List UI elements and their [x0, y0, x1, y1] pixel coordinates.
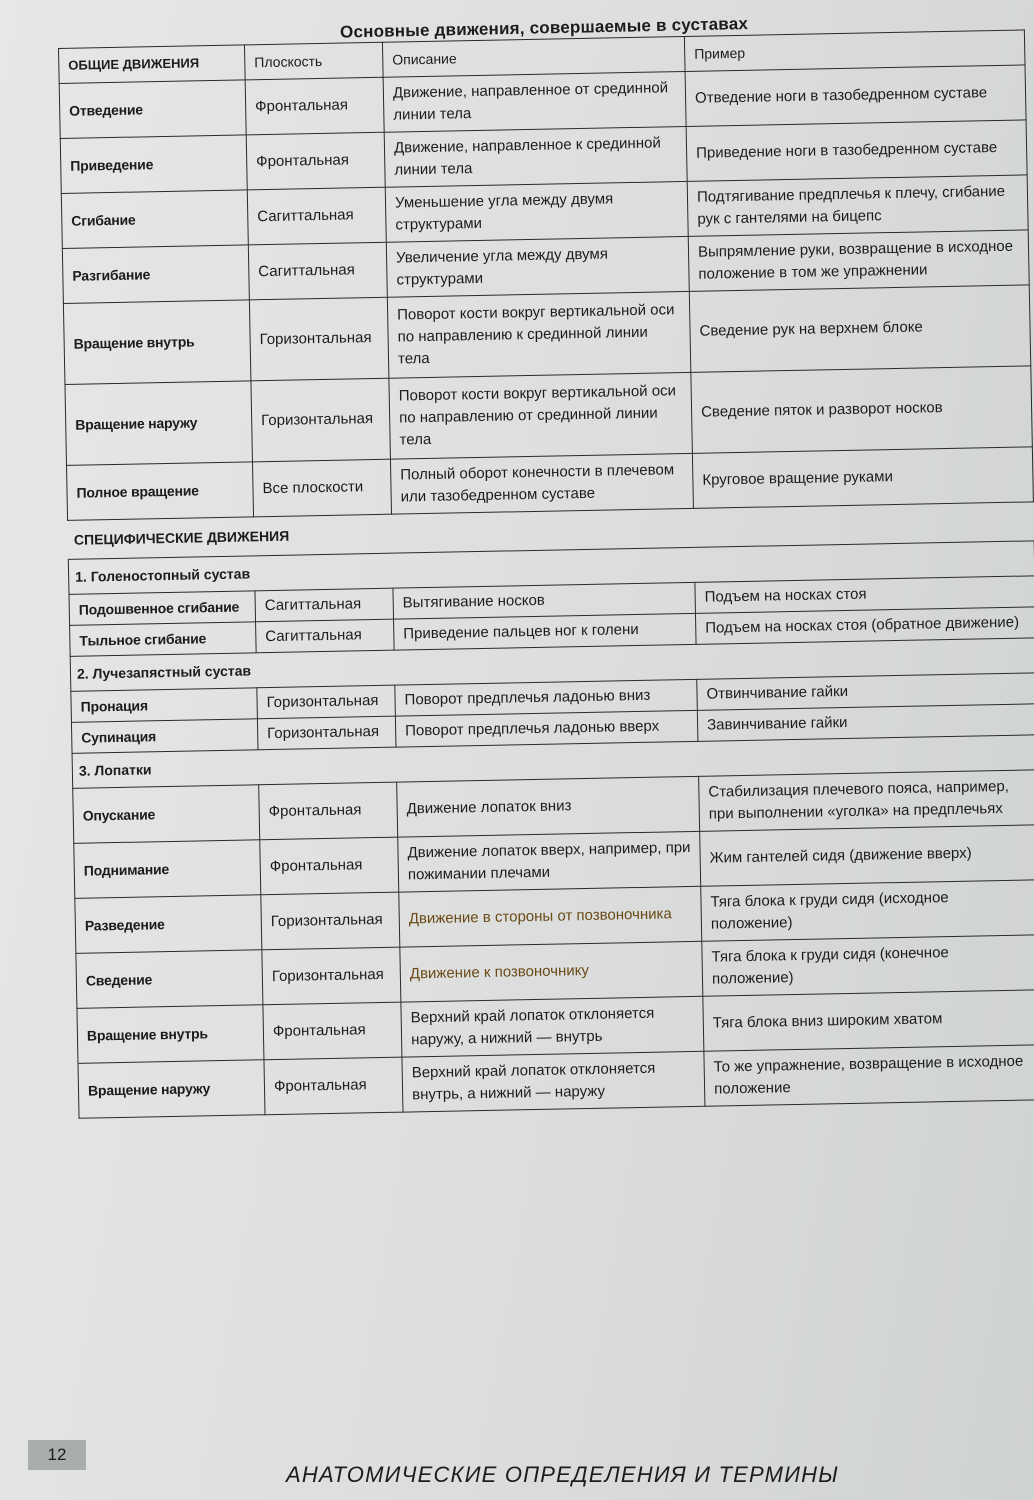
movement-description: Поворот кости вокруг вертикальной оси по направлению к срединной линии тела	[387, 291, 690, 378]
movement-description: Уменьшение угла между двумя структурами	[385, 181, 688, 242]
movement-example: Жим гантелей сидя (движение вверх)	[700, 825, 1034, 887]
running-footer: АНАТОМИЧЕСКИЕ ОПРЕДЕЛЕНИЯ И ТЕРМИНЫ	[286, 1462, 839, 1487]
movement-plane: Сагиттальная	[247, 187, 386, 245]
movement-name: Полное вращение	[67, 462, 254, 521]
movement-plane: Горизонтальная	[257, 716, 396, 750]
table-title: Основные движения, совершаемые в суставах	[339, 14, 749, 42]
movement-description: Вытягивание носков	[393, 582, 696, 619]
movement-plane: Сагиттальная	[248, 242, 387, 300]
movement-plane: Сагиттальная	[255, 588, 394, 622]
movement-plane: Фронтальная	[260, 837, 399, 895]
header-example: Пример	[684, 30, 1025, 72]
movement-plane: Горизонтальная	[257, 685, 396, 719]
movement-example: Приведение ноги в тазобедренном суставе	[686, 120, 1027, 182]
movement-name: Опускание	[73, 785, 260, 844]
movement-example: Тяга блока вниз широким хватом	[703, 990, 1034, 1052]
movement-example: Подъем на носках стоя (обратное движение)	[695, 607, 1034, 645]
movement-example: Тяга блока к груди сидя (исходное положение)	[701, 880, 1034, 942]
movement-name: Подошвенное сгибание	[69, 591, 256, 626]
movement-name: Приведение	[60, 135, 247, 194]
movement-example: Отвинчивание гайки	[697, 673, 1034, 711]
group-title: 1. Голеностопный сустав	[68, 541, 1034, 595]
movement-plane: Горизонтальная	[251, 378, 391, 462]
movement-example: Отведение ноги в тазобедренном суставе	[685, 65, 1026, 127]
movement-name: Вращение наружу	[65, 381, 253, 466]
header-plane: Плоскость	[244, 42, 383, 80]
movement-description: Увеличение угла между двумя структурами	[386, 236, 689, 297]
movement-example: Стабилизация плечевого пояса, например, при выполнении «уголка» на предплечьях	[699, 770, 1034, 832]
group-title: 2. Лучезапястный сустав	[70, 638, 1034, 692]
movement-name: Сгибание	[61, 190, 248, 249]
movement-plane: Фронтальная	[259, 782, 398, 840]
movement-plane: Горизонтальная	[249, 297, 389, 381]
page-number: 12	[28, 1440, 86, 1470]
movement-example: Сведение рук на верхнем блоке	[689, 285, 1030, 373]
header-description: Описание	[382, 36, 685, 77]
movement-name: Вращение внутрь	[77, 1005, 264, 1064]
movement-description: Приведение пальцев ног к голени	[394, 613, 697, 650]
movement-description: Движение в стороны от позвоночника	[399, 886, 702, 947]
movement-name: Поднимание	[74, 840, 261, 899]
movement-plane: Горизонтальная	[262, 947, 401, 1005]
movement-name: Вращение наружу	[78, 1060, 265, 1119]
movement-name: Вращение внутрь	[63, 300, 251, 385]
movement-description: Верхний край лопаток отклоняется внутрь, а нижний — наружу	[402, 1051, 705, 1112]
movement-description: Поворот кости вокруг вертикальной оси по направлению от срединной линии тела	[389, 372, 692, 459]
movement-description: Движение лопаток вниз	[397, 776, 700, 837]
movement-example: Подтягивание предплечья к плечу, сгибание рук с гантелями на бицепс	[687, 175, 1028, 237]
movement-description: Движение к позвоночнику	[400, 941, 703, 1002]
movement-name: Разгибание	[62, 245, 249, 304]
movement-name: Отведение	[59, 80, 246, 139]
movement-name: Разведение	[75, 895, 262, 954]
movement-plane: Сагиттальная	[256, 619, 395, 653]
movement-plane: Фронтальная	[245, 77, 384, 135]
movement-example: Завинчивание гайки	[697, 704, 1034, 742]
movement-name: Пронация	[71, 688, 258, 723]
movement-description: Полный оборот конечности в плечевом или тазобедренном суставе	[390, 453, 693, 514]
movement-description: Поворот предплечья ладонью вверх	[395, 710, 698, 747]
movement-example: Выпрямление руки, возвращение в исходное положение в том же упражнении	[688, 230, 1029, 292]
movement-description: Движение, направленное к срединной линии тела	[384, 126, 687, 187]
movement-plane: Все плоскости	[252, 459, 391, 517]
movement-plane: Фронтальная	[246, 132, 385, 190]
movement-example: Тяга блока к груди сидя (конечное положение)	[702, 935, 1034, 997]
movement-name: Тыльное сгибание	[70, 622, 257, 657]
header-general: ОБЩИЕ ДВИЖЕНИЯ	[59, 45, 246, 84]
movement-example: То же упражнение, возвращение в исходное положение	[704, 1045, 1034, 1107]
movement-plane: Фронтальная	[264, 1057, 403, 1115]
movement-name: Супинация	[71, 719, 258, 754]
movement-example: Круговое вращение руками	[692, 447, 1033, 509]
movement-description: Верхний край лопаток отклоняется наружу, а нижний — внутрь	[401, 996, 704, 1057]
movement-description: Поворот предплечья ладонью вниз	[395, 679, 698, 716]
movement-description: Движение, направленное от срединной линии тела	[383, 71, 686, 132]
movement-plane: Горизонтальная	[261, 892, 400, 950]
section-title: СПЕЦИФИЧЕСКИЕ ДВИЖЕНИЯ	[68, 502, 1034, 560]
movement-plane: Фронтальная	[263, 1002, 402, 1060]
group-title: 3. Лопатки	[72, 735, 1034, 789]
movement-example: Подъем на носках стоя	[695, 576, 1034, 614]
movements-table	[58, 29, 1034, 1118]
movement-name: Сведение	[76, 950, 263, 1009]
movement-example: Сведение пяток и разворот носков	[691, 366, 1032, 454]
movements-table-wrapper	[58, 29, 1034, 1118]
general-rows	[59, 65, 1034, 1118]
movement-description: Движение лопаток вверх, например, при пожимании плечами	[398, 831, 701, 892]
